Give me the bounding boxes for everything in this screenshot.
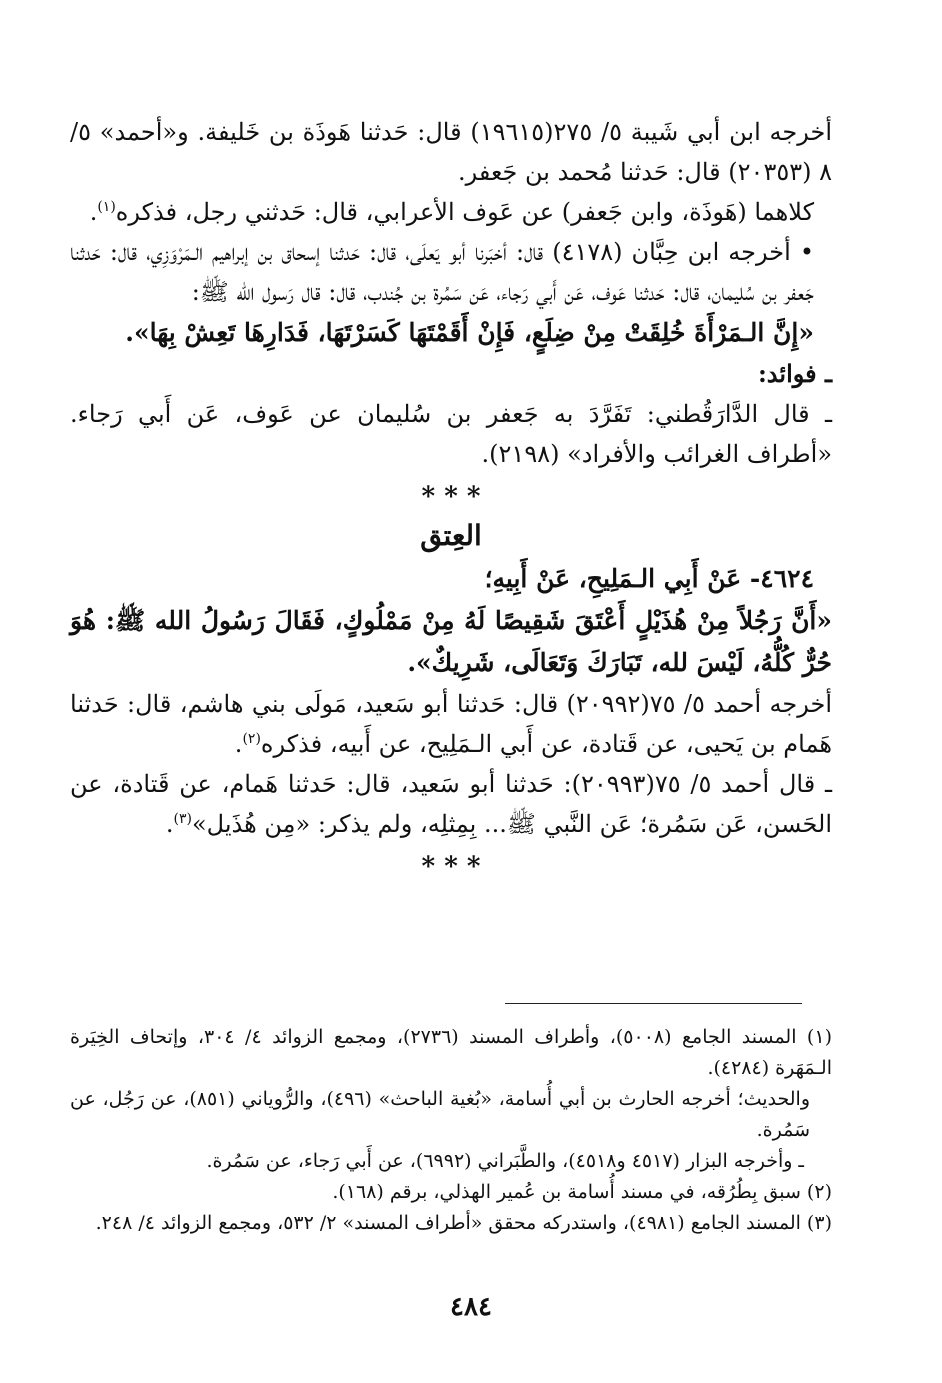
paragraph-4: ـ قال الدَّارَقُطني: تَفَرَّدَ به جَعفر بن سُليمان عن عَوف، عَن أَبي رَجاء. «أطراف الغرائب والأفراد» (٢١٩٨).: [70, 400, 832, 468]
footnote-1-extra: ـ وأخرجه البزار (٤٥١٧ و٤٥١٨)، والطَّبَراني (٦٩٩٢)، عن أَبي رَجاء، عن سَمُرة.: [206, 1150, 804, 1172]
footnote-ref-3: (٣): [173, 811, 192, 827]
bullet-icon: •: [799, 238, 814, 266]
footnote-1: (١) المسند الجامع (٥٠٠٨)، وأطراف المسند (٢٧٣٦)، ومجمع الزوائد ٤/ ٣٠٤، وإتحاف الخِيَرة الـمَهَرة (٤٢٨٤).: [70, 1026, 832, 1079]
paragraph-2: كلاهما (هَوذَة، وابن جَعفر) عن عَوف الأعرابي، قال: حَدثني رجل، فذكره$^{(١)}$.: [89, 198, 814, 226]
footnote-3: (٣) المسند الجامع (٤٩٨١)، واستدركه محقق «أطراف المسند» ٢/ ٥٣٢، ومجمع الزوائد ٤/ ٢٤٨.: [95, 1212, 832, 1234]
paragraph-1: أخرجه ابن أبي شَيبة ٥/ ٢٧٥(١٩٦١٥) قال: حَدثنا هَوذَة بن خَليفة. و«أحمد» ٥/ ٨ (٢٠٣٥٣) قال: حَدثنا مُحمد بن جَعفر.: [70, 118, 832, 186]
paragraph-3: [70, 232, 832, 312]
footnote-divider: [505, 1003, 802, 1004]
hadith-heading: ٤٦٢٤- عَنْ أَبِي الـمَلِيحِ، عَنْ أَبِيهِ؛: [484, 564, 814, 593]
paragraph-6-text: ـ قال أحمد ٥/ ٧٥(٢٠٩٩٣): حَدثنا أبو سَعيد، قال: حَدثنا هَمام، عن قَتادة، عن الحَسن، عَن سَمُرة؛ عَن النَّبي ﷺ... بِمِثلِه، ولم يذكر: «مِن هُذَيل»: [70, 770, 833, 838]
footnotes: [70, 1022, 832, 1239]
hadith-text-2: «أَنَّ رَجُلاً مِنْ هُذَيْلٍ أَعْتَقَ شَقِيصًا لَهُ مِنْ مَمْلُوكٍ، فَقَالَ رَسُولُ الله ﷺ: هُوَ حُرٌّ كُلُّهُ، لَيْسَ لله، تَبَارَكَ وَتَعَالَى، شَرِيكٌ».: [70, 606, 832, 677]
benefits-heading: ـ فوائد:: [757, 359, 832, 388]
paragraph-2-text: كلاهما (هَوذَة، وابن جَعفر) عن عَوف الأعرابي، قال: حَدثني رجل، فذكره: [115, 198, 814, 226]
paragraph-3-text: أخرجه ابن حِبَّان (٤١٧٨) قال: أخبَرنا أبو يَعلَى، قال: حَدثنا إسحاق بن إبراهيم الـمَرْوَزِي، قال: حَدثنا جَعفر بن سُليمان، قال: حَدثنا عَوف، عَن أَبي رَجاء، عَن سَمُرة بن جُندب، قال: قال رَسول الله ﷺ:: [70, 238, 814, 306]
paragraph-5-text: أخرجه أحمد ٥/ ٧٥(٢٠٩٩٢) قال: حَدثنا أبو سَعيد، مَولَى بني هاشم، قال: حَدثنا هَمام بن يَحيى، عن قَتادة، عن أَبي الـمَلِيح، عن أَبيه، فذكره: [70, 690, 832, 758]
paragraph-5: أخرجه أحمد ٥/ ٧٥(٢٠٩٩٢) قال: حَدثنا أبو سَعيد، مَولَى بني هاشم، قال: حَدثنا هَمام بن يَحيى، عن قَتادة، عن أَبي الـمَلِيح، عن أَبيه، فذكره$^{(٢)}$.: [70, 690, 832, 758]
section-separator-end: * * *: [421, 852, 481, 882]
main-text: [70, 112, 832, 884]
footnote-ref-2: (٢): [242, 731, 261, 747]
paragraph-6: ـ قال أحمد ٥/ ٧٥(٢٠٩٩٣): حَدثنا أبو سَعيد، قال: حَدثنا هَمام، عن قَتادة، عن الحَسن، عَن سَمُرة؛ عَن النَّبي ﷺ... بِمِثلِه، ولم يذكر: «مِن هُذَيل»$^{(٣)}$.: [70, 770, 833, 838]
footnote-1-continued: والحديث؛ أخرجه الحارث بن أبي أُسامة، «بُغية الباحث» (٤٩٦)، والرُّوياني (٨٥١)، عن رَجُل، عن سَمُرة.: [70, 1088, 810, 1141]
page-number: ٤٨٤: [450, 1292, 492, 1322]
footnote-ref-1: (١): [97, 199, 116, 215]
hadith-text-1: «إِنَّ الـمَرْأَةَ خُلِقَتْ مِنْ ضِلَعٍ، فَإِنْ أَقَمْتَهَا كَسَرْتَهَا، فَدَارِهَا تَعِشْ بِهَا».: [125, 318, 814, 347]
footnote-2: (٢) سبق بِطُرُقه، في مسند أُسامة بن عُمير الهذلي، برقم (١٦٨).: [332, 1181, 832, 1203]
section-separator: * * *: [421, 482, 481, 512]
section-title: العِتق: [420, 519, 482, 552]
